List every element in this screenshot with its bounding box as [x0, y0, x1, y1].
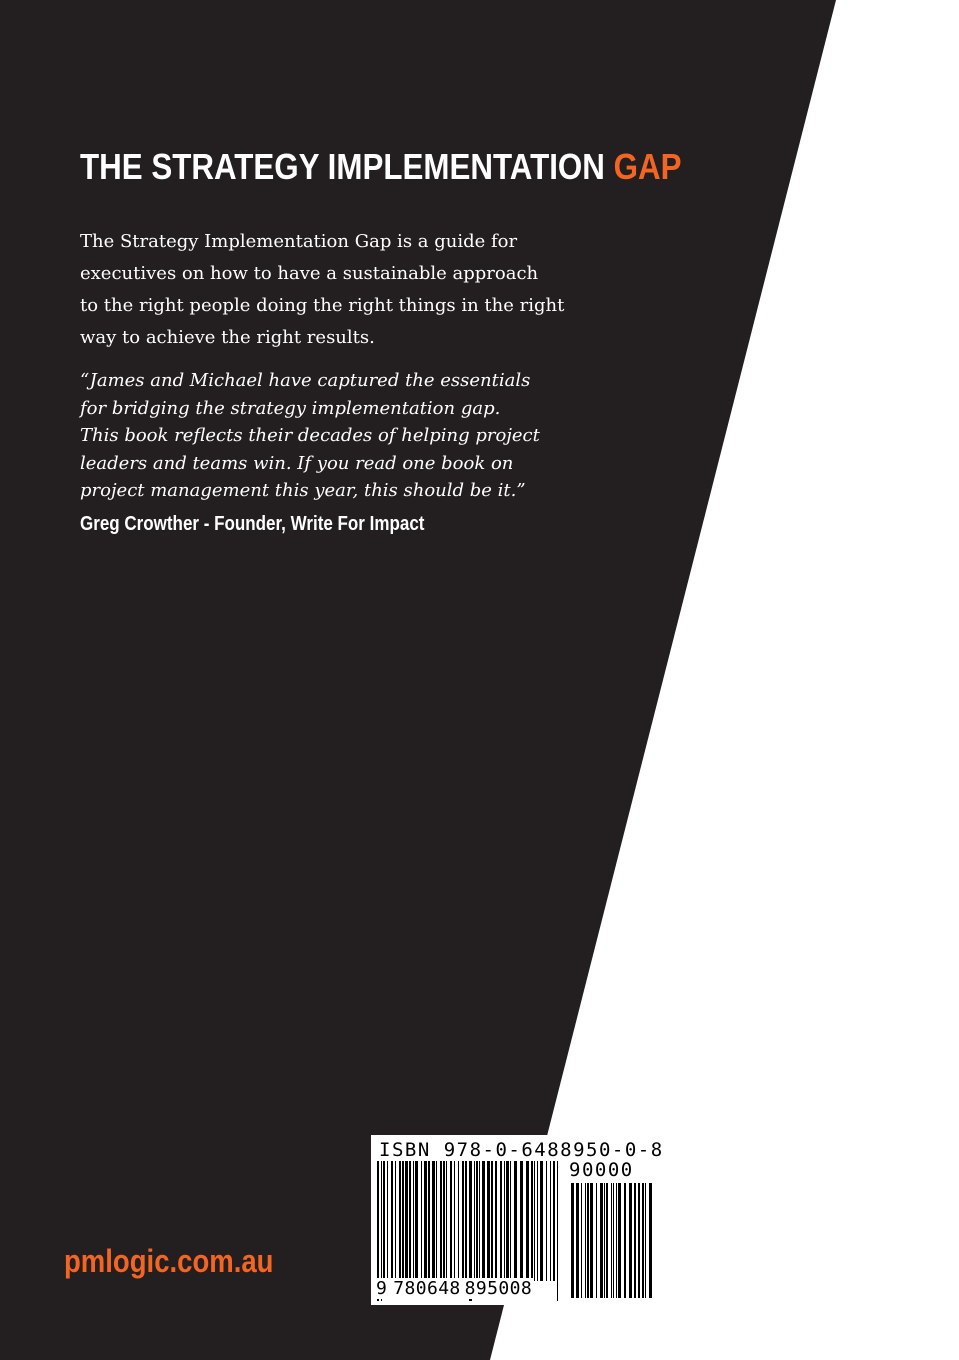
book-description	[80, 226, 600, 354]
barcode-bar	[600, 1183, 603, 1298]
book-title-main: THE STRATEGY IMPLEMENTATION	[80, 146, 614, 187]
barcode-bar	[450, 1161, 452, 1281]
barcode-bar	[634, 1183, 636, 1298]
barcode-bar	[526, 1161, 529, 1281]
barcode-bar	[432, 1161, 435, 1281]
isbn-label: ISBN 978-0-6488950-0-8	[379, 1139, 664, 1161]
barcode-bar	[436, 1161, 437, 1281]
barcode-bar	[587, 1183, 589, 1298]
barcode-bar	[557, 1161, 558, 1301]
barcode-bar	[534, 1161, 535, 1281]
barcode-bar	[611, 1183, 612, 1298]
barcode-bar	[482, 1161, 485, 1281]
quote-line: This book reflects their decades of helping project	[80, 425, 540, 446]
barcode-bar	[476, 1161, 478, 1281]
barcode-bar	[402, 1161, 404, 1281]
barcode-bar	[443, 1161, 445, 1281]
barcode-bar	[596, 1183, 597, 1298]
barcode-bar	[504, 1161, 505, 1281]
addon-barcode-bars	[571, 1183, 653, 1298]
barcode-digit-lead: 9	[376, 1278, 388, 1299]
barcode-bar	[642, 1183, 644, 1298]
description-line: to the right people doing the right things in the right	[80, 295, 565, 316]
barcode-bar	[458, 1161, 459, 1281]
barcode-bar	[514, 1161, 517, 1281]
barcode-bar	[413, 1161, 414, 1281]
barcode-bar	[585, 1183, 586, 1298]
barcode-bar	[428, 1161, 430, 1281]
barcode-bar	[537, 1161, 538, 1281]
barcode-bar	[440, 1161, 442, 1281]
barcode-bar	[399, 1161, 401, 1281]
book-title-accent: GAP	[613, 146, 682, 187]
barcode-bar	[391, 1161, 393, 1281]
barcode-bar	[520, 1161, 523, 1281]
barcode-bar	[387, 1161, 388, 1281]
price-code: 90000	[569, 1159, 634, 1181]
description-line: way to achieve the right results.	[80, 327, 375, 348]
description-line: The Strategy Implementation Gap is a guide for	[80, 231, 518, 252]
quote-line: for bridging the strategy implementation gap.	[80, 397, 501, 419]
barcode-bar	[576, 1183, 579, 1298]
barcode-bar	[531, 1161, 533, 1281]
barcode-bar	[446, 1161, 447, 1281]
barcode-bar	[424, 1161, 427, 1281]
barcode-bar	[421, 1161, 422, 1281]
testimonial-quote	[80, 367, 600, 505]
barcode-bar	[405, 1161, 408, 1281]
barcode-bar	[649, 1183, 652, 1298]
barcode-bar	[590, 1183, 593, 1298]
barcode-bar	[645, 1183, 646, 1298]
quote-line: project management this year, this should be it.”	[80, 480, 526, 501]
description-line: executives on how to have a sustainable approach	[80, 263, 539, 284]
barcode-bar	[606, 1183, 608, 1298]
barcode-bar	[604, 1183, 605, 1298]
barcode-bar	[500, 1161, 502, 1281]
publisher-website: pmlogic.com.au	[64, 1243, 274, 1279]
barcode-bar	[638, 1183, 640, 1298]
barcode-bar	[616, 1183, 617, 1298]
barcode-bar	[624, 1183, 626, 1298]
barcode-bar	[462, 1161, 464, 1281]
barcode-bar	[474, 1161, 475, 1281]
book-title	[80, 146, 681, 188]
barcode-bar	[613, 1183, 614, 1298]
barcode-bar	[383, 1161, 385, 1281]
barcode-bar	[553, 1161, 555, 1281]
barcode-bar	[510, 1161, 511, 1281]
barcode-bar	[395, 1161, 396, 1281]
barcode-bar	[409, 1161, 411, 1281]
barcode-bar	[581, 1183, 582, 1298]
barcode-bar	[454, 1161, 455, 1281]
barcode-bar	[506, 1161, 509, 1281]
barcode-bar	[571, 1183, 574, 1298]
barcode-bar	[465, 1161, 467, 1281]
barcode-bar	[546, 1161, 547, 1281]
isbn-barcode	[371, 1135, 664, 1305]
barcode-bar	[550, 1161, 551, 1281]
barcode-bar	[618, 1183, 621, 1298]
barcode-bar	[415, 1161, 418, 1281]
quote-attribution: Greg Crowther - Founder, Write For Impact	[80, 513, 425, 535]
barcode-bar	[491, 1161, 493, 1281]
barcode-bar	[495, 1161, 497, 1281]
quote-line: leaders and teams win. If you read one book on	[80, 452, 514, 474]
barcode-bar	[629, 1183, 632, 1298]
quote-line: “James and Michael have captured the essentials	[80, 370, 531, 391]
barcode-bar	[540, 1161, 543, 1281]
barcode-bar	[479, 1161, 480, 1281]
barcode-bar	[487, 1161, 490, 1281]
barcode-digits	[375, 1278, 533, 1299]
barcode-digits-group-2: 895008	[464, 1278, 533, 1299]
barcode-digits-group-1: 780648	[393, 1278, 461, 1299]
